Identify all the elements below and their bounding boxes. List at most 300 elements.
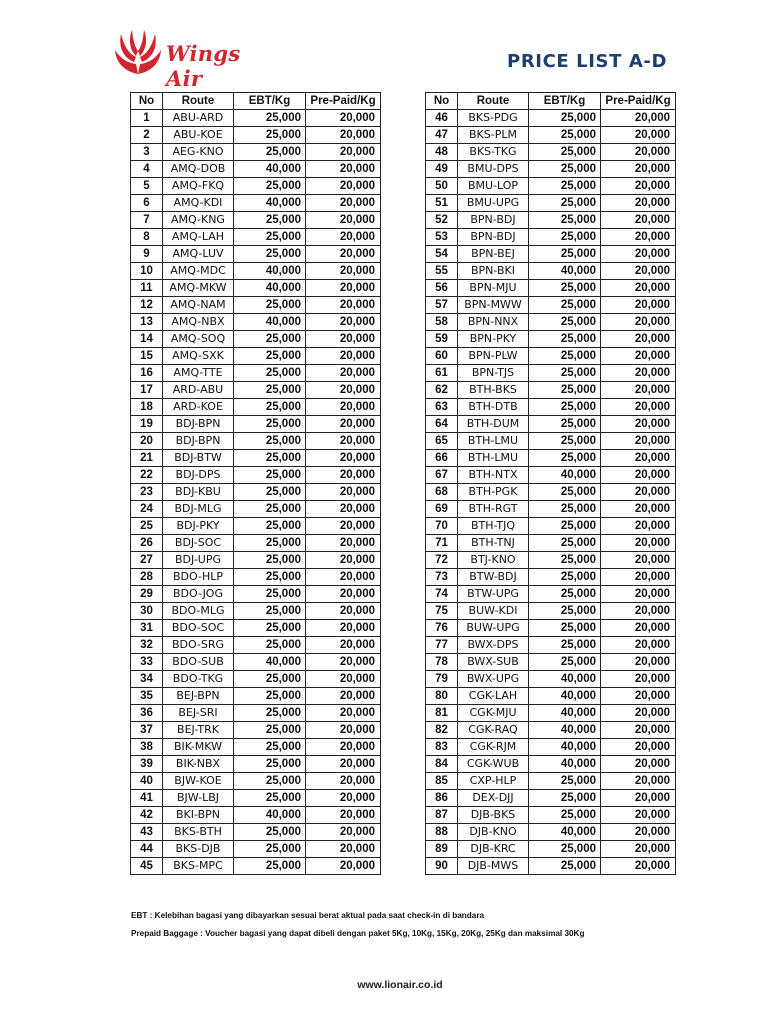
row-route: BDJ-SOC — [163, 535, 234, 552]
row-route: CXP-HLP — [458, 773, 529, 790]
row-number: 1 — [131, 110, 163, 127]
table-row — [131, 603, 381, 620]
row-route: ABU-ARD — [163, 110, 234, 127]
row-number: 19 — [131, 416, 163, 433]
row-route: AMQ-DOB — [163, 161, 234, 178]
row-prepaid-price: 20,000 — [306, 586, 381, 603]
row-number: 59 — [426, 331, 458, 348]
header-ebt: EBT/Kg — [529, 93, 601, 110]
row-ebt-price: 25,000 — [529, 314, 601, 331]
row-number: 45 — [131, 858, 163, 875]
row-route: BDJ-MLG — [163, 501, 234, 518]
row-prepaid-price: 20,000 — [306, 195, 381, 212]
table-row — [426, 331, 676, 348]
row-prepaid-price: 20,000 — [601, 586, 676, 603]
row-route: BDJ-BPN — [163, 433, 234, 450]
row-ebt-price: 25,000 — [234, 212, 306, 229]
row-prepaid-price: 20,000 — [601, 535, 676, 552]
row-ebt-price: 25,000 — [529, 450, 601, 467]
row-route: BPN-PKY — [458, 331, 529, 348]
table-row — [426, 127, 676, 144]
row-route: BDO-SOC — [163, 620, 234, 637]
table-row — [131, 637, 381, 654]
row-number: 54 — [426, 246, 458, 263]
table-row — [426, 178, 676, 195]
table-row — [426, 263, 676, 280]
row-ebt-price: 25,000 — [529, 654, 601, 671]
row-route: BKS-TKG — [458, 144, 529, 161]
table-row — [426, 756, 676, 773]
row-prepaid-price: 20,000 — [601, 807, 676, 824]
row-route: CGK-LAH — [458, 688, 529, 705]
row-prepaid-price: 20,000 — [306, 127, 381, 144]
row-prepaid-price: 20,000 — [306, 484, 381, 501]
row-route: BDO-MLG — [163, 603, 234, 620]
row-number: 60 — [426, 348, 458, 365]
row-number: 27 — [131, 552, 163, 569]
row-route: BDO-HLP — [163, 569, 234, 586]
table-row — [131, 178, 381, 195]
row-number: 86 — [426, 790, 458, 807]
row-prepaid-price: 20,000 — [306, 348, 381, 365]
row-route: BTH-LMU — [458, 450, 529, 467]
row-number: 29 — [131, 586, 163, 603]
row-ebt-price: 25,000 — [529, 484, 601, 501]
row-route: ARD-ABU — [163, 382, 234, 399]
row-prepaid-price: 20,000 — [601, 858, 676, 875]
table-row — [131, 161, 381, 178]
row-route: BTH-TJQ — [458, 518, 529, 535]
row-route: BTH-DTB — [458, 399, 529, 416]
row-ebt-price: 25,000 — [234, 552, 306, 569]
row-route: BUW-UPG — [458, 620, 529, 637]
table-row — [426, 637, 676, 654]
table-row — [131, 467, 381, 484]
row-prepaid-price: 20,000 — [601, 722, 676, 739]
row-ebt-price: 25,000 — [529, 365, 601, 382]
row-route: BTH-TNJ — [458, 535, 529, 552]
table-row — [131, 569, 381, 586]
row-ebt-price: 25,000 — [234, 773, 306, 790]
footer-website-link[interactable]: www.lionair.co.id — [357, 979, 443, 991]
row-number: 85 — [426, 773, 458, 790]
row-ebt-price: 25,000 — [529, 212, 601, 229]
table-row — [131, 620, 381, 637]
row-prepaid-price: 20,000 — [601, 144, 676, 161]
row-number: 88 — [426, 824, 458, 841]
row-number: 2 — [131, 127, 163, 144]
row-number: 56 — [426, 280, 458, 297]
row-prepaid-price: 20,000 — [601, 620, 676, 637]
row-ebt-price: 25,000 — [234, 501, 306, 518]
table-row — [131, 824, 381, 841]
row-prepaid-price: 20,000 — [306, 416, 381, 433]
row-route: BDO-SRG — [163, 637, 234, 654]
table-row — [426, 399, 676, 416]
row-route: BPN-BEJ — [458, 246, 529, 263]
header-route: Route — [163, 93, 234, 110]
row-number: 65 — [426, 433, 458, 450]
row-number: 24 — [131, 501, 163, 518]
row-route: BTH-DUM — [458, 416, 529, 433]
table-row — [131, 297, 381, 314]
row-route: BMU-UPG — [458, 195, 529, 212]
row-route: BMU-LOP — [458, 178, 529, 195]
row-number: 68 — [426, 484, 458, 501]
row-number: 32 — [131, 637, 163, 654]
row-number: 11 — [131, 280, 163, 297]
row-prepaid-price: 20,000 — [601, 569, 676, 586]
row-ebt-price: 40,000 — [529, 688, 601, 705]
row-number: 66 — [426, 450, 458, 467]
table-row — [131, 841, 381, 858]
row-route: BPN-BDJ — [458, 229, 529, 246]
row-number: 53 — [426, 229, 458, 246]
row-route: BDJ-PKY — [163, 518, 234, 535]
row-ebt-price: 40,000 — [529, 722, 601, 739]
row-ebt-price: 25,000 — [234, 178, 306, 195]
row-ebt-price: 25,000 — [234, 637, 306, 654]
row-prepaid-price: 20,000 — [601, 603, 676, 620]
row-prepaid-price: 20,000 — [601, 756, 676, 773]
row-route: BPN-BDJ — [458, 212, 529, 229]
table-row — [131, 450, 381, 467]
wings-air-logo — [112, 28, 272, 91]
row-number: 76 — [426, 620, 458, 637]
table-row — [426, 858, 676, 875]
note-ebt: EBT : Kelebihan bagasi yang dibayarkan sesuai berat aktual pada saat check-in di bandara — [131, 911, 485, 920]
row-route: BJW-KOE — [163, 773, 234, 790]
table-row — [131, 263, 381, 280]
row-ebt-price: 25,000 — [234, 586, 306, 603]
row-number: 47 — [426, 127, 458, 144]
row-route: BIK-NBX — [163, 756, 234, 773]
table-row — [131, 195, 381, 212]
table-header-row — [426, 93, 676, 110]
row-prepaid-price: 20,000 — [306, 263, 381, 280]
row-prepaid-price: 20,000 — [601, 552, 676, 569]
row-prepaid-price: 20,000 — [601, 212, 676, 229]
row-prepaid-price: 20,000 — [601, 195, 676, 212]
row-route: DJB-KNO — [458, 824, 529, 841]
row-prepaid-price: 20,000 — [306, 229, 381, 246]
table-row — [131, 365, 381, 382]
table-row — [131, 671, 381, 688]
table-row — [426, 161, 676, 178]
row-ebt-price: 25,000 — [234, 144, 306, 161]
row-ebt-price: 25,000 — [529, 195, 601, 212]
row-route: DJB-MWS — [458, 858, 529, 875]
row-number: 89 — [426, 841, 458, 858]
row-ebt-price: 25,000 — [529, 399, 601, 416]
row-prepaid-price: 20,000 — [601, 484, 676, 501]
table-row — [426, 739, 676, 756]
row-route: AMQ-LAH — [163, 229, 234, 246]
row-ebt-price: 25,000 — [234, 824, 306, 841]
table-row — [426, 501, 676, 518]
wings-emblem-icon — [112, 28, 164, 78]
row-ebt-price: 25,000 — [529, 807, 601, 824]
table-row — [426, 382, 676, 399]
row-prepaid-price: 20,000 — [601, 178, 676, 195]
table-row — [426, 144, 676, 161]
row-route: AMQ-SXK — [163, 348, 234, 365]
row-ebt-price: 25,000 — [529, 110, 601, 127]
row-number: 75 — [426, 603, 458, 620]
row-number: 70 — [426, 518, 458, 535]
row-route: BKS-PLM — [458, 127, 529, 144]
row-route: BPN-NNX — [458, 314, 529, 331]
row-number: 17 — [131, 382, 163, 399]
table-row — [131, 433, 381, 450]
row-number: 12 — [131, 297, 163, 314]
row-ebt-price: 25,000 — [529, 569, 601, 586]
row-prepaid-price: 20,000 — [306, 246, 381, 263]
row-prepaid-price: 20,000 — [306, 739, 381, 756]
page-title: PRICE LIST A-D — [507, 51, 667, 72]
table-row — [426, 807, 676, 824]
table-row — [426, 773, 676, 790]
row-prepaid-price: 20,000 — [601, 841, 676, 858]
row-number: 72 — [426, 552, 458, 569]
row-ebt-price: 25,000 — [234, 518, 306, 535]
row-route: DJB-BKS — [458, 807, 529, 824]
row-prepaid-price: 20,000 — [601, 365, 676, 382]
row-prepaid-price: 20,000 — [306, 671, 381, 688]
row-route: BWX-DPS — [458, 637, 529, 654]
header-prepaid: Pre-Paid/Kg — [306, 93, 381, 110]
row-route: BKS-MPC — [163, 858, 234, 875]
row-prepaid-price: 20,000 — [601, 314, 676, 331]
row-route: AEG-KNO — [163, 144, 234, 161]
row-ebt-price: 25,000 — [529, 603, 601, 620]
row-route: BDO-TKG — [163, 671, 234, 688]
row-ebt-price: 25,000 — [529, 297, 601, 314]
row-ebt-price: 25,000 — [234, 756, 306, 773]
brand-name: Wings Air — [166, 41, 241, 91]
row-route: AMQ-MKW — [163, 280, 234, 297]
row-route: BDJ-UPG — [163, 552, 234, 569]
row-prepaid-price: 20,000 — [306, 161, 381, 178]
row-route: CGK-MJU — [458, 705, 529, 722]
row-prepaid-price: 20,000 — [306, 620, 381, 637]
row-number: 15 — [131, 348, 163, 365]
row-number: 69 — [426, 501, 458, 518]
row-number: 4 — [131, 161, 163, 178]
row-ebt-price: 25,000 — [529, 161, 601, 178]
row-number: 40 — [131, 773, 163, 790]
table-row — [426, 195, 676, 212]
row-number: 13 — [131, 314, 163, 331]
row-ebt-price: 25,000 — [529, 501, 601, 518]
row-number: 57 — [426, 297, 458, 314]
row-prepaid-price: 20,000 — [601, 654, 676, 671]
row-ebt-price: 40,000 — [234, 314, 306, 331]
row-number: 87 — [426, 807, 458, 824]
price-table-left — [130, 92, 381, 875]
row-number: 36 — [131, 705, 163, 722]
row-ebt-price: 40,000 — [234, 195, 306, 212]
row-route: BTW-BDJ — [458, 569, 529, 586]
row-number: 35 — [131, 688, 163, 705]
table-row — [426, 722, 676, 739]
row-number: 61 — [426, 365, 458, 382]
row-prepaid-price: 20,000 — [601, 790, 676, 807]
table-row — [131, 110, 381, 127]
row-route: BDO-JOG — [163, 586, 234, 603]
row-number: 49 — [426, 161, 458, 178]
table-row — [426, 433, 676, 450]
row-prepaid-price: 20,000 — [601, 331, 676, 348]
table-row — [426, 824, 676, 841]
row-number: 5 — [131, 178, 163, 195]
row-ebt-price: 25,000 — [234, 331, 306, 348]
row-prepaid-price: 20,000 — [306, 144, 381, 161]
row-route: BWX-SUB — [458, 654, 529, 671]
table-row — [426, 365, 676, 382]
row-prepaid-price: 20,000 — [601, 467, 676, 484]
row-prepaid-price: 20,000 — [306, 399, 381, 416]
row-prepaid-price: 20,000 — [306, 501, 381, 518]
row-number: 71 — [426, 535, 458, 552]
table-row — [426, 280, 676, 297]
row-route: BTW-UPG — [458, 586, 529, 603]
row-ebt-price: 25,000 — [529, 127, 601, 144]
row-ebt-price: 40,000 — [529, 824, 601, 841]
row-prepaid-price: 20,000 — [306, 756, 381, 773]
row-number: 62 — [426, 382, 458, 399]
header-no: No — [426, 93, 458, 110]
row-prepaid-price: 20,000 — [306, 773, 381, 790]
row-ebt-price: 25,000 — [529, 229, 601, 246]
row-prepaid-price: 20,000 — [601, 348, 676, 365]
row-prepaid-price: 20,000 — [601, 246, 676, 263]
row-ebt-price: 25,000 — [529, 586, 601, 603]
row-prepaid-price: 20,000 — [306, 569, 381, 586]
note-prepaid: Prepaid Baggage : Voucher bagasi yang dapat dibeli dengan paket 5Kg, 10Kg, 15Kg, 20Kg, 25Kg dan maksimal 30Kg — [131, 929, 585, 938]
row-number: 16 — [131, 365, 163, 382]
row-ebt-price: 40,000 — [234, 654, 306, 671]
row-prepaid-price: 20,000 — [306, 824, 381, 841]
row-prepaid-price: 20,000 — [306, 314, 381, 331]
row-route: BPN-TJS — [458, 365, 529, 382]
row-prepaid-price: 20,000 — [306, 705, 381, 722]
row-number: 22 — [131, 467, 163, 484]
row-prepaid-price: 20,000 — [601, 382, 676, 399]
row-prepaid-price: 20,000 — [601, 773, 676, 790]
row-prepaid-price: 20,000 — [306, 518, 381, 535]
row-route: BKS-DJB — [163, 841, 234, 858]
row-number: 55 — [426, 263, 458, 280]
header-ebt: EBT/Kg — [234, 93, 306, 110]
row-prepaid-price: 20,000 — [306, 450, 381, 467]
table-row — [426, 484, 676, 501]
row-number: 9 — [131, 246, 163, 263]
row-ebt-price: 25,000 — [234, 365, 306, 382]
table-row — [131, 484, 381, 501]
row-route: AMQ-TTE — [163, 365, 234, 382]
row-route: DJB-KRC — [458, 841, 529, 858]
row-route: BEJ-TRK — [163, 722, 234, 739]
row-number: 34 — [131, 671, 163, 688]
row-route: ABU-KOE — [163, 127, 234, 144]
row-route: BKS-PDG — [458, 110, 529, 127]
table-row — [426, 314, 676, 331]
row-route: BJW-LBJ — [163, 790, 234, 807]
row-ebt-price: 25,000 — [529, 280, 601, 297]
row-prepaid-price: 20,000 — [306, 212, 381, 229]
table-row — [426, 467, 676, 484]
row-ebt-price: 25,000 — [529, 858, 601, 875]
row-ebt-price: 25,000 — [529, 178, 601, 195]
table-row — [426, 569, 676, 586]
row-route: BTH-NTX — [458, 467, 529, 484]
row-ebt-price: 40,000 — [529, 671, 601, 688]
row-prepaid-price: 20,000 — [306, 110, 381, 127]
table-row — [131, 246, 381, 263]
row-prepaid-price: 20,000 — [306, 603, 381, 620]
row-ebt-price: 25,000 — [529, 416, 601, 433]
row-number: 82 — [426, 722, 458, 739]
table-row — [131, 739, 381, 756]
row-route: ARD-KOE — [163, 399, 234, 416]
row-ebt-price: 25,000 — [529, 637, 601, 654]
row-number: 38 — [131, 739, 163, 756]
row-number: 50 — [426, 178, 458, 195]
row-ebt-price: 25,000 — [234, 467, 306, 484]
row-prepaid-price: 20,000 — [306, 331, 381, 348]
row-number: 30 — [131, 603, 163, 620]
table-row — [426, 110, 676, 127]
row-route: AMQ-NAM — [163, 297, 234, 314]
row-route: BWX-UPG — [458, 671, 529, 688]
row-ebt-price: 25,000 — [234, 348, 306, 365]
row-number: 25 — [131, 518, 163, 535]
row-ebt-price: 25,000 — [529, 552, 601, 569]
row-route: BPN-BKI — [458, 263, 529, 280]
row-number: 73 — [426, 569, 458, 586]
row-number: 78 — [426, 654, 458, 671]
row-route: BKS-BTH — [163, 824, 234, 841]
row-number: 48 — [426, 144, 458, 161]
row-ebt-price: 25,000 — [234, 127, 306, 144]
row-prepaid-price: 20,000 — [306, 382, 381, 399]
row-prepaid-price: 20,000 — [601, 688, 676, 705]
row-prepaid-price: 20,000 — [306, 178, 381, 195]
table-row — [426, 688, 676, 705]
row-ebt-price: 25,000 — [529, 535, 601, 552]
row-ebt-price: 25,000 — [234, 620, 306, 637]
row-number: 44 — [131, 841, 163, 858]
row-number: 31 — [131, 620, 163, 637]
row-route: CGK-RJM — [458, 739, 529, 756]
table-row — [426, 297, 676, 314]
row-prepaid-price: 20,000 — [601, 127, 676, 144]
row-number: 64 — [426, 416, 458, 433]
row-prepaid-price: 20,000 — [306, 552, 381, 569]
row-prepaid-price: 20,000 — [601, 739, 676, 756]
row-route: BPN-MJU — [458, 280, 529, 297]
row-number: 81 — [426, 705, 458, 722]
table-row — [131, 807, 381, 824]
table-row — [426, 654, 676, 671]
row-number: 37 — [131, 722, 163, 739]
table-row — [131, 501, 381, 518]
row-prepaid-price: 20,000 — [601, 416, 676, 433]
row-ebt-price: 25,000 — [529, 348, 601, 365]
row-prepaid-price: 20,000 — [601, 433, 676, 450]
row-prepaid-price: 20,000 — [601, 399, 676, 416]
